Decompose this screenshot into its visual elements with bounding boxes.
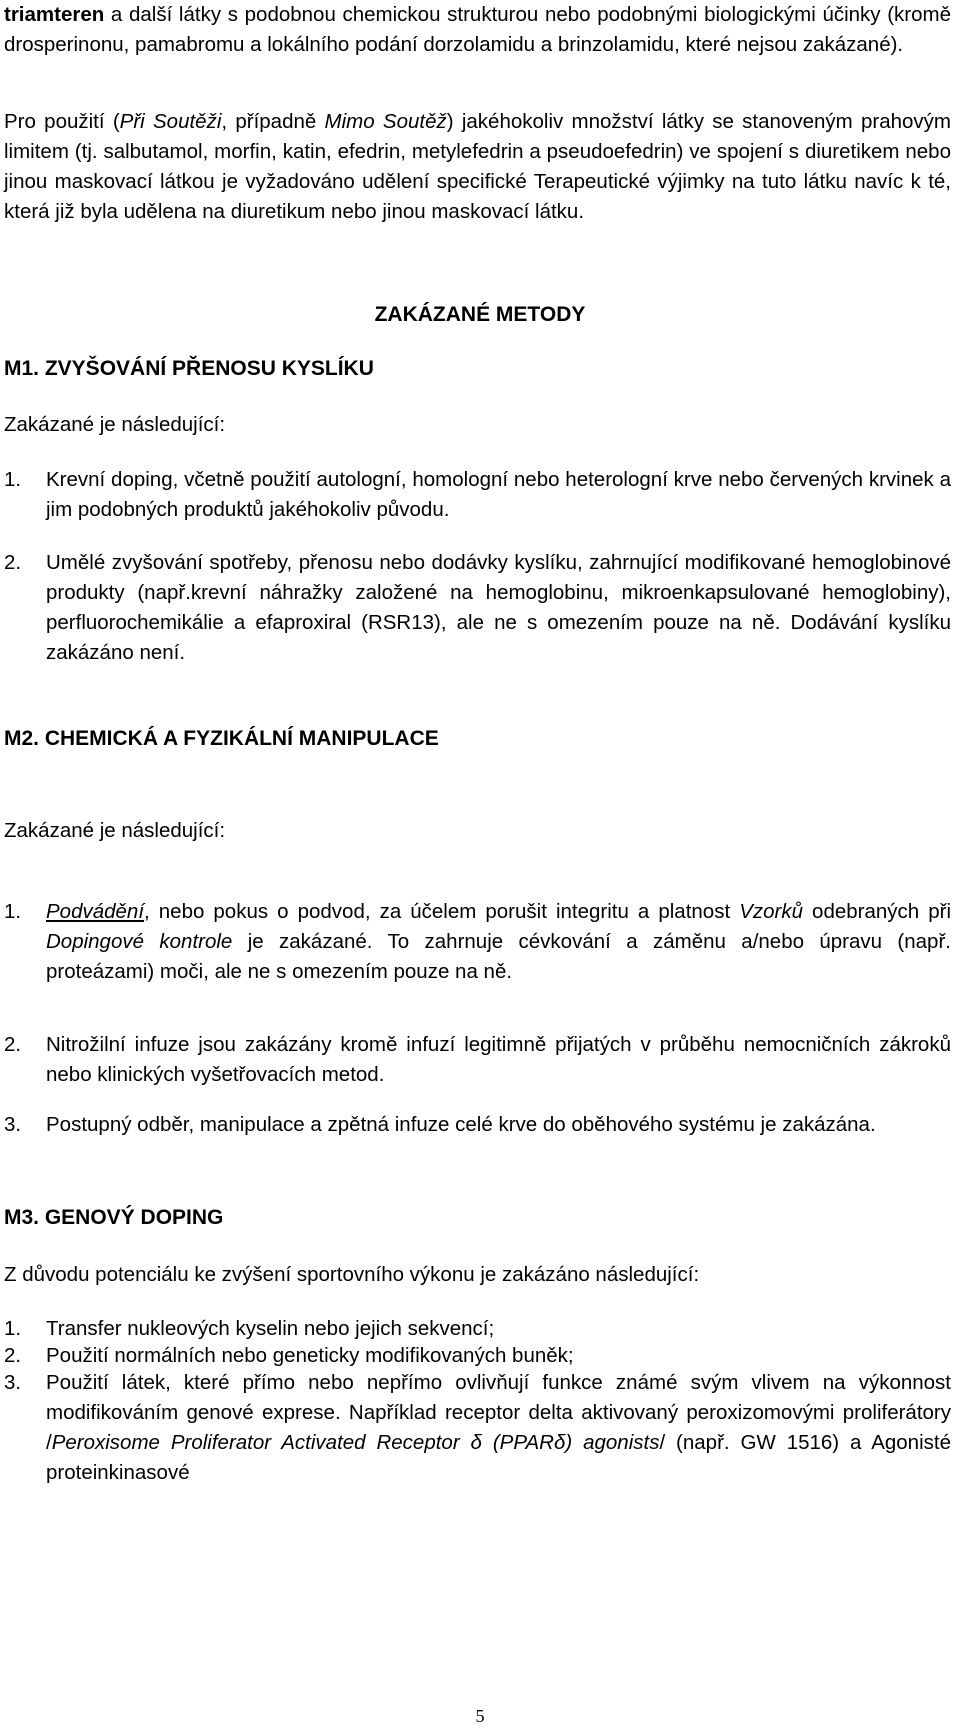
page-number: 5 xyxy=(475,1706,485,1726)
list-text: Nitrožilní infuze jsou zakázány kromě infuzí legitimně přijatých v průběhu nemocničních zákroků nebo klinických vyšetřovacích metod. xyxy=(46,1033,951,1086)
section-title: ZAKÁZANÉ METODY xyxy=(374,303,586,326)
m1-list-item-1 xyxy=(4,465,951,525)
term-samples: Vzorků xyxy=(739,900,804,923)
m2-list-item-2 xyxy=(4,1030,951,1090)
m3-list-item-2 xyxy=(4,1341,951,1371)
term-doping-control: Dopingové kontrole xyxy=(46,930,233,953)
list-text xyxy=(46,897,951,987)
m2-list-item-1 xyxy=(4,897,951,987)
m1-lead: Zakázané je následující: xyxy=(4,413,226,436)
m3-heading: M3. GENOVÝ DOPING xyxy=(4,1206,224,1229)
m1-heading: M1. ZVYŠOVÁNÍ PŘENOSU KYSLÍKU xyxy=(4,357,374,380)
para2-text-2: , případně xyxy=(221,110,325,133)
m3-list-item-1 xyxy=(4,1314,951,1344)
list-text: Transfer nukleových kyselin nebo jejich sekvencí; xyxy=(46,1317,495,1340)
list-text: Umělé zvyšování spotřeby, přenosu nebo dodávky kyslíku, zahrnující modifikované hemoglobinové produkty (např.krevní náhražky založené na hemoglobinu, mikroenkapsulované hemoglobiny), perfluorochemikálie a efaproxiral (RSR13), ale ne s omezením pouze na ně. Dodávání kyslíku zakázáno není. xyxy=(46,551,951,664)
threshold-paragraph xyxy=(4,107,951,227)
list-number: 1. xyxy=(4,900,22,923)
list-text: Postupný odběr, manipulace a zpětná infuze celé krve do oběhového systému je zakázána. xyxy=(46,1113,876,1136)
m3-lead: Z důvodu potenciálu ke zvýšení sportovního výkonu je zakázáno následující: xyxy=(4,1263,700,1286)
list-number: 2. xyxy=(4,551,22,574)
m1-list-item-2 xyxy=(4,548,951,668)
list-text: Použití normálních nebo geneticky modifikovaných buněk; xyxy=(46,1344,574,1367)
list-number: 2. xyxy=(4,1033,22,1056)
list-text-part: / (např. GW 1516) a Agonisté proteinkinasové xyxy=(46,1431,951,1484)
m2-heading: M2. CHEMICKÁ A FYZIKÁLNÍ MANIPULACE xyxy=(4,727,439,750)
para2-text-3: ) jakéhokoliv množství látky se stanoveným prahovým limitem (tj. salbutamol, morfin, katin, efedrin, metylefedrin a pseudoefedrin) ve spojení s diuretikem nebo jinou maskovací látkou je vyžadováno udělení specifické Terapeutické výjimky na tuto látku navíc k té, která již byla udělena na diuretikum nebo jinou maskovací látku. xyxy=(4,110,951,223)
intro-paragraph xyxy=(4,0,951,60)
intro-bold-term: triamteren xyxy=(4,3,105,26)
intro-text: a další látky s podobnou chemickou strukturou nebo podobnými biologickými účinky (kromě drosperinonu, pamabromu a lokálního podání dorzolamidu a brinzolamidu, které nejsou zakázané). xyxy=(4,3,951,56)
list-text: Krevní doping, včetně použití autologní, homologní nebo heterologní krve nebo červených krvinek a jim podobných produktů jakéhokoliv původu. xyxy=(46,468,951,521)
list-text-part: je zakázané. To zahrnuje cévkování a záměnu a/nebo úpravu (např. proteázami) moči, ale ne s omezením pouze na ně. xyxy=(46,930,951,983)
term-ppar-delta: Peroxisome Proliferator Activated Receptor δ (PPARδ) agonists xyxy=(51,1431,660,1454)
list-text-part: Použití látek, které přímo nebo nepřímo ovlivňují funkce známé svým vlivem na výkonnost modifikováním genové exprese. Například receptor delta aktivovaný peroxizomovými proliferátory / xyxy=(46,1371,951,1454)
list-number: 2. xyxy=(4,1344,22,1367)
list-text-part: odebraných při xyxy=(803,900,952,923)
para2-italic-2: Mimo Soutěž xyxy=(324,110,447,133)
list-number: 1. xyxy=(4,468,22,491)
m2-list-item-3 xyxy=(4,1110,951,1140)
list-number: 3. xyxy=(4,1371,22,1394)
list-number: 1. xyxy=(4,1317,22,1340)
list-number: 3. xyxy=(4,1113,22,1136)
list-text-part: , nebo pokus o podvod, za účelem porušit integritu a platnost xyxy=(144,900,740,923)
m3-list-item-3 xyxy=(4,1368,951,1488)
list-text xyxy=(46,1368,951,1488)
para2-text-1: Pro použití ( xyxy=(4,110,120,133)
term-cheating: Podvádění xyxy=(46,900,145,923)
m2-lead: Zakázané je následující: xyxy=(4,819,226,842)
para2-italic-1: Při Soutěži xyxy=(119,110,222,133)
